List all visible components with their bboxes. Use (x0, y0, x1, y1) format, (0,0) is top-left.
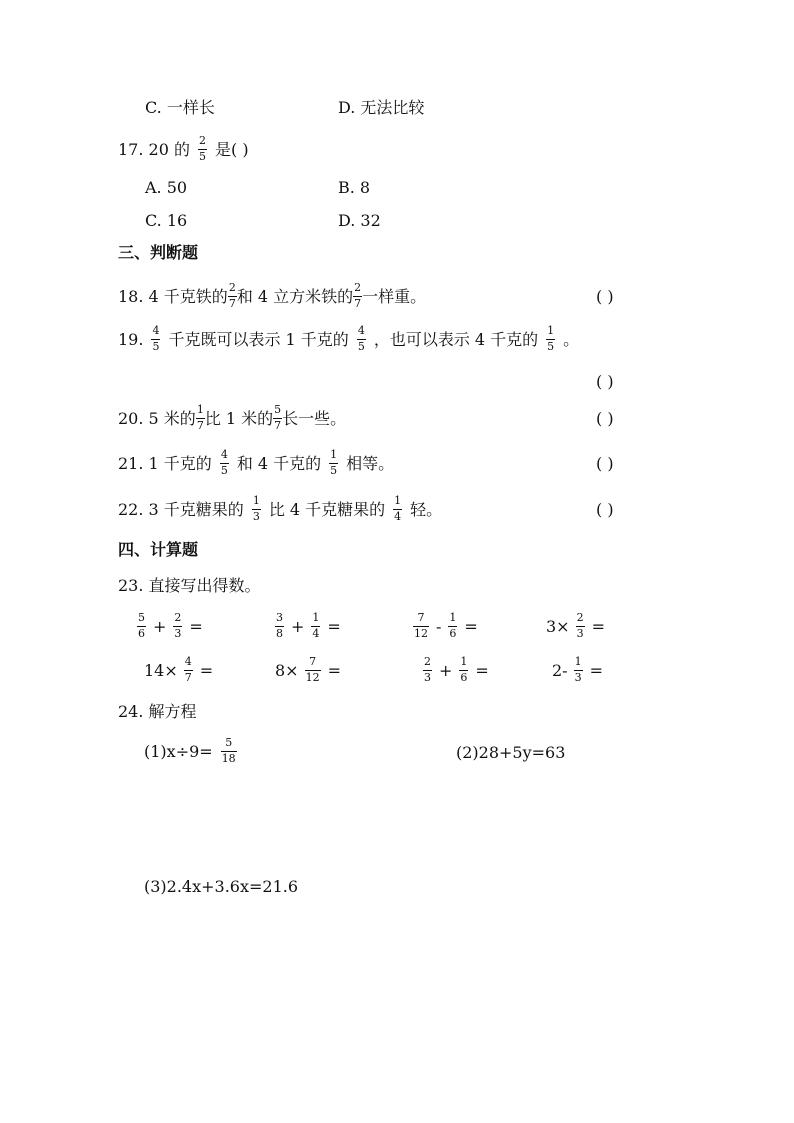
q18-fraction-1: $\frac{2}{7}$ (228, 280, 236, 310)
answer-parentheses[interactable]: ( ) (596, 287, 614, 306)
question-17 (118, 134, 249, 166)
q21-fraction-2: $\frac{1}{5}$ (330, 447, 338, 477)
fraction: $\frac{1}{6}$ (460, 654, 468, 684)
q20-fraction-2: $\frac{5}{7}$ (274, 402, 282, 432)
fraction: $\frac{2}{3}$ (424, 654, 431, 684)
section-heading: 四、计算题 (118, 540, 199, 559)
q21-fraction-1: $\frac{4}{5}$ (220, 447, 228, 477)
answer-parentheses[interactable]: ( ) (596, 454, 614, 473)
question-18 (118, 282, 426, 312)
equals-sign: = (199, 661, 214, 680)
operator: 3× (546, 617, 570, 636)
q19-fraction-3: $\frac{1}{5}$ (547, 323, 555, 353)
q21-text: 21. 1 千克的 (118, 454, 212, 473)
equals-sign: = (589, 661, 603, 680)
calc-expression-3 (410, 611, 482, 643)
q19-text: ，也可以表示 4 千克的 (373, 330, 539, 349)
q18-text: 和 4 立方米铁的 (236, 287, 354, 306)
operator: + (439, 661, 453, 680)
equals-sign: = (475, 661, 489, 680)
option-d: D. 32 (338, 211, 381, 230)
fraction: $\frac{5}{18}$ (221, 735, 236, 765)
equation-1 (144, 735, 240, 769)
calc-expression-8 (552, 655, 607, 687)
q17-text: 17. 20 的 (118, 140, 190, 159)
equals-sign: = (327, 661, 341, 680)
q22-fraction-2: $\frac{1}{4}$ (394, 493, 402, 523)
equals-sign: = (327, 617, 341, 636)
q19-fraction-2: $\frac{4}{5}$ (357, 323, 365, 353)
fraction: $\frac{7}{12}$ (414, 610, 428, 640)
q18-text: 18. 4 千克铁的 (118, 287, 228, 306)
fraction: $\frac{2}{3}$ (576, 610, 584, 640)
operator: + (153, 617, 167, 636)
question-22 (118, 494, 442, 526)
question-23-title: 23. 直接写出得数。 (118, 576, 261, 595)
q19-text: 。 (563, 330, 580, 349)
operator: + (291, 617, 305, 636)
operator: 14× (144, 661, 178, 680)
q19-text: 千克既可以表示 1 千克的 (168, 330, 349, 349)
calc-expression-1 (134, 611, 207, 643)
q19-fraction-1: $\frac{4}{5}$ (152, 323, 160, 353)
equation-text: (1)x÷9= (144, 742, 213, 761)
fraction: $\frac{7}{12}$ (305, 654, 320, 684)
calc-expression-7 (420, 655, 493, 687)
equals-sign: = (464, 617, 478, 636)
q20-fraction-1: $\frac{1}{7}$ (196, 402, 204, 432)
option-d: D. 无法比较 (338, 98, 425, 117)
calc-expression-5 (144, 655, 217, 687)
question-20 (118, 404, 346, 434)
fraction: $\frac{2}{3}$ (174, 610, 182, 640)
calc-expression-2 (272, 611, 345, 643)
equation-2: (2)28+5y=63 (456, 743, 566, 762)
calc-expression-6 (275, 655, 345, 687)
operator: - (436, 617, 442, 636)
q22-text: 22. 3 千克糖果的 (118, 500, 244, 519)
q22-text: 轻。 (410, 500, 443, 519)
fraction: $\frac{1}{6}$ (449, 610, 457, 640)
fraction: $\frac{1}{4}$ (312, 610, 320, 640)
q20-text: 比 1 米的 (204, 409, 274, 428)
q21-text: 相等。 (346, 454, 395, 473)
q17-text-suffix: 是( ) (214, 140, 249, 159)
fraction: $\frac{3}{8}$ (276, 610, 283, 640)
q22-fraction-1: $\frac{1}{3}$ (252, 493, 260, 523)
equation-3: (3)2.4x+3.6x=21.6 (144, 877, 299, 896)
equals-sign: = (189, 617, 203, 636)
q19-text: 19. (118, 330, 144, 349)
calc-expression-4 (546, 611, 609, 643)
question-24-title: 24. 解方程 (118, 702, 197, 721)
option-b: B. 8 (338, 178, 371, 197)
fraction: $\frac{4}{7}$ (184, 654, 192, 684)
operator: 2- (552, 661, 568, 680)
q20-text: 长一些。 (282, 409, 347, 428)
question-21 (118, 448, 394, 480)
fraction: $\frac{1}{3}$ (574, 654, 582, 684)
q20-text: 20. 5 米的 (118, 409, 196, 428)
q18-fraction-2: $\frac{2}{7}$ (354, 280, 362, 310)
q18-text: 一样重。 (362, 287, 427, 306)
option-c: C. 一样长 (145, 98, 215, 117)
answer-parentheses[interactable]: ( ) (596, 500, 614, 519)
option-c: C. 16 (145, 211, 188, 230)
q17-fraction: $\frac{2}{5}$ (198, 133, 206, 163)
equals-sign: = (591, 617, 605, 636)
fraction: $\frac{5}{6}$ (138, 610, 145, 640)
operator: 8× (275, 661, 299, 680)
answer-parentheses[interactable]: ( ) (596, 409, 614, 428)
question-19 (118, 324, 579, 356)
section-heading: 三、判断题 (118, 243, 199, 262)
q21-text: 和 4 千克的 (236, 454, 322, 473)
answer-parentheses[interactable]: ( ) (596, 372, 614, 391)
option-a: A. 50 (145, 178, 188, 197)
q22-text: 比 4 千克糖果的 (268, 500, 386, 519)
